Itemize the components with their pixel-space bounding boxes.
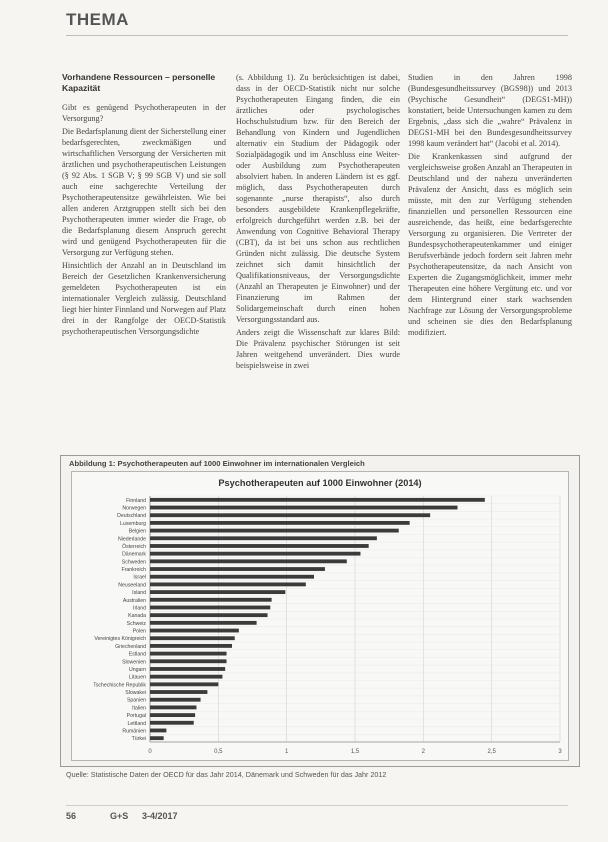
category-label: Italien (132, 705, 146, 712)
category-label: Slowenien (122, 659, 146, 666)
category-label: Kanada (128, 613, 146, 620)
chart-frame (71, 471, 569, 761)
x-tick-label: 0 (148, 749, 152, 755)
x-tick-label: 3 (558, 749, 562, 755)
chart-bar (150, 636, 235, 640)
article-column-1 (62, 72, 226, 339)
x-tick-label: 0,5 (214, 749, 223, 755)
chart-bar (150, 498, 485, 502)
category-label: Litauen (128, 674, 146, 681)
chart-bar (150, 513, 430, 517)
chart-bar (150, 575, 314, 579)
x-tick-label: 1 (284, 749, 289, 755)
article-column-3 (408, 72, 572, 340)
chart-bar (150, 705, 196, 709)
figure-source: Quelle: Statistische Daten der OECD für das Jahr 2014, Dänemark und Schweden für das Jahr 2012 (66, 770, 387, 779)
category-label: Lettland (127, 720, 146, 727)
chart-bar (150, 621, 257, 625)
article-columns (62, 72, 570, 444)
category-label: Ungarn (128, 666, 146, 673)
category-label: Australien (122, 597, 146, 604)
paragraph: Hinsichtlich der Anzahl an in Deutschland im Bereich der Gesetzlichen Krankenversicherung gemeldeten Psychotherapeuten ist ein internationaler Vergleich zulässig. Deutschland liegt hier hinter Finnland und Norwegen auf Platz drei in der Rangfolge der OECD-Statistik psychotherapeutischen Versorgungsdichte (62, 261, 226, 336)
chart-bar (150, 613, 268, 617)
article-column-2 (236, 72, 400, 373)
chart-bar (150, 506, 458, 510)
chart-bar (150, 567, 325, 571)
category-label: Niederlande (118, 536, 146, 543)
category-label: Spanien (126, 697, 146, 704)
footer-rule (66, 805, 568, 806)
chart-bar (150, 659, 227, 663)
chart-bar (150, 736, 164, 740)
x-tick-label: 2,5 (487, 749, 496, 755)
journal-brand: G+S (110, 811, 129, 821)
x-tick-label: 1,5 (350, 749, 360, 755)
category-label: Schweiz (126, 620, 146, 627)
chart-bar (150, 606, 270, 610)
category-label: Polen (132, 628, 146, 635)
category-label: Griechenland (115, 643, 146, 650)
category-label: Schweden (121, 559, 146, 566)
category-label: Portugal (126, 713, 146, 720)
chart-bar (150, 675, 222, 679)
category-label: Irland (133, 605, 146, 612)
chart-bar (150, 536, 377, 540)
category-label: Dänemark (122, 551, 146, 558)
chart-title: Psychotherapeuten auf 1000 Einwohner (2014) (218, 478, 422, 488)
chart-bar (150, 713, 195, 717)
paragraph: Anders zeigt die Wissenschaft zur klares Bild: Die Prävalenz psychischer Störungen ist seit Jahren weitgehend unverändert. Dies wurde beispielsweise in zwei (236, 328, 400, 370)
category-label: Estland (128, 651, 146, 658)
chart-bar (150, 590, 285, 594)
category-label: Neuseeland (118, 582, 146, 589)
figure-box (60, 455, 580, 767)
bar-chart (72, 472, 568, 760)
category-label: Deutschland (117, 513, 146, 520)
chart-bar (150, 721, 194, 725)
category-label: Rumänien (122, 728, 146, 735)
category-label: Vereinigtes Königreich (94, 636, 146, 643)
paragraph: Studien in den Jahren 1998 (Bundesgesundheitssurvey (BGS98)) und 2013 (Psychische Gesundheit“ (DEGS1-MH)) konstatiert, beide Untersuchungen kamen zu dem Ergebnis, „dass sich die „wahre“ Prävalenz in DEGS1-MH bei den Bundesgesundheitssurvey 1998 kaum verändert hat“ (Jacobi et al. 2014). (408, 73, 572, 148)
paragraph: Die Bedarfsplanung dient der Sicherstellung einer bedarfsgerechten, zweckmäßigen und wirtschaftlichen Versorgung der Versicherten mit ärztlichen und psychotherapeutischen Leistungen (§ 92 Abs. 1 SGB V; § 99 SGB V) und sie soll auch eine sachgerechte Verteilung der Psychotherapeutensitze gewährleisten. Wie bei allen anderen Arztgruppen stellt sich bei den Psychotherapeuten immer wieder die Frage, ob die Bedarfsplanung diesem Anspruch gerecht wird und genügend Psychotherapeuten für die Versorgung zur Verfügung stehen. (62, 127, 226, 257)
paragraph: Die Krankenkassen sind aufgrund der vergleichsweise großen Anzahl an Therapeuten in Deutschland und der nahezu unveränderten Prävalenz der Ansicht, dass es möglich sein müsste, mit den zur Verfügung stehenden finanziellen und personellen Ressourcen eine ausreichende, das heißt, eine bedarfsgerechte Versorgung zu organisieren. Die Vertreter der Bundespsychotherapeutenkammer und einiger Berufsverbände jedoch fordern seit Jahren mehr Psychotherapeutensitze, da nach Ansicht von Experten die Zugangsmöglichkeit, immer mehr Therapeuten eine höhere Vergütung etc. und vor dem Hintergrund einer stark wachsenden Nachfrage zur Lösung der Versorgungsprobleme und scheinen sie dies den Bedarfsplanung modifiziert. (408, 152, 572, 337)
chart-bar (150, 521, 410, 525)
article-subheading: Vorhandene Ressourcen – personelle Kapazität (62, 72, 216, 93)
chart-bar (150, 582, 306, 586)
section-title: THEMA (66, 10, 129, 29)
category-label: Finnland (126, 497, 146, 504)
chart-bar (150, 552, 360, 556)
chart-bar (150, 598, 272, 602)
chart-bar (150, 544, 369, 548)
page-number: 56 (66, 811, 77, 821)
chart-bar (150, 729, 166, 733)
category-label: Slowakei (125, 690, 146, 697)
chart-bar (150, 652, 227, 656)
category-label: Tschechische Republik (93, 682, 146, 689)
header-rule (66, 35, 568, 36)
chart-bar (150, 644, 232, 648)
chart-bar (150, 629, 239, 633)
chart-bar (150, 529, 399, 533)
category-label: Frankreich (121, 567, 146, 574)
paragraph: (s. Abbildung 1). Zu berücksichtigen ist dabei, dass in der OECD-Statistik nicht nur solche Psychotherapeuten Eingang finden, die ein ärztliches oder psychologisches Hochschulstudium bzw. für den Bereich der Behandlung von Kindern und Jugendlichen alternativ ein Studium der Pädagogik oder Sozialpädagogik und im Anschluss eine Weiter- oder Ausbildung zum Psychotherapeuten absolviert haben. In anderen Ländern ist es ggf. möglich, dass Psychotherapeuten durch sogenannte „nurse therapists“, also durch besonders ausgebildete Krankenpflegekräfte, erfolgreich durchgeführt werden z.B. bei der Anwendung von Cognitive Behavioral Therapy (CBT), da ist bei uns schon aus rechtlichen Gründen nicht zulässig. Die deutsche System zeichnet sich damit hinsichtlich der Qualifikationsniveaus, der Versorgungsdichte (Anzahl an Therapeuten je Einwohner) und der Finanzierung im Rahmen der Solidargemeinschaft durch einen hohen Versorgungsstandard aus. (236, 73, 400, 324)
category-label: Türkei (131, 736, 146, 743)
journal-issue: 3-4/2017 (142, 811, 178, 821)
category-label: Island (132, 590, 146, 597)
category-label: Israel (133, 574, 146, 581)
chart-bar (150, 667, 225, 671)
paragraph: Gibt es genügend Psychotherapeuten in der Versorgung? (62, 103, 226, 123)
chart-bar (150, 690, 207, 694)
chart-bar (150, 698, 201, 702)
category-label: Belgien (128, 528, 146, 535)
category-label: Österreich (122, 543, 146, 550)
chart-bar (150, 559, 347, 563)
x-tick-label: 2 (421, 749, 426, 755)
category-label: Norwegen (122, 505, 146, 512)
category-label: Luxemburg (120, 520, 146, 527)
figure-caption: Abbildung 1: Psychotherapeuten auf 1000 Einwohner im internationalen Vergleich (69, 459, 365, 468)
chart-bar (150, 682, 218, 686)
